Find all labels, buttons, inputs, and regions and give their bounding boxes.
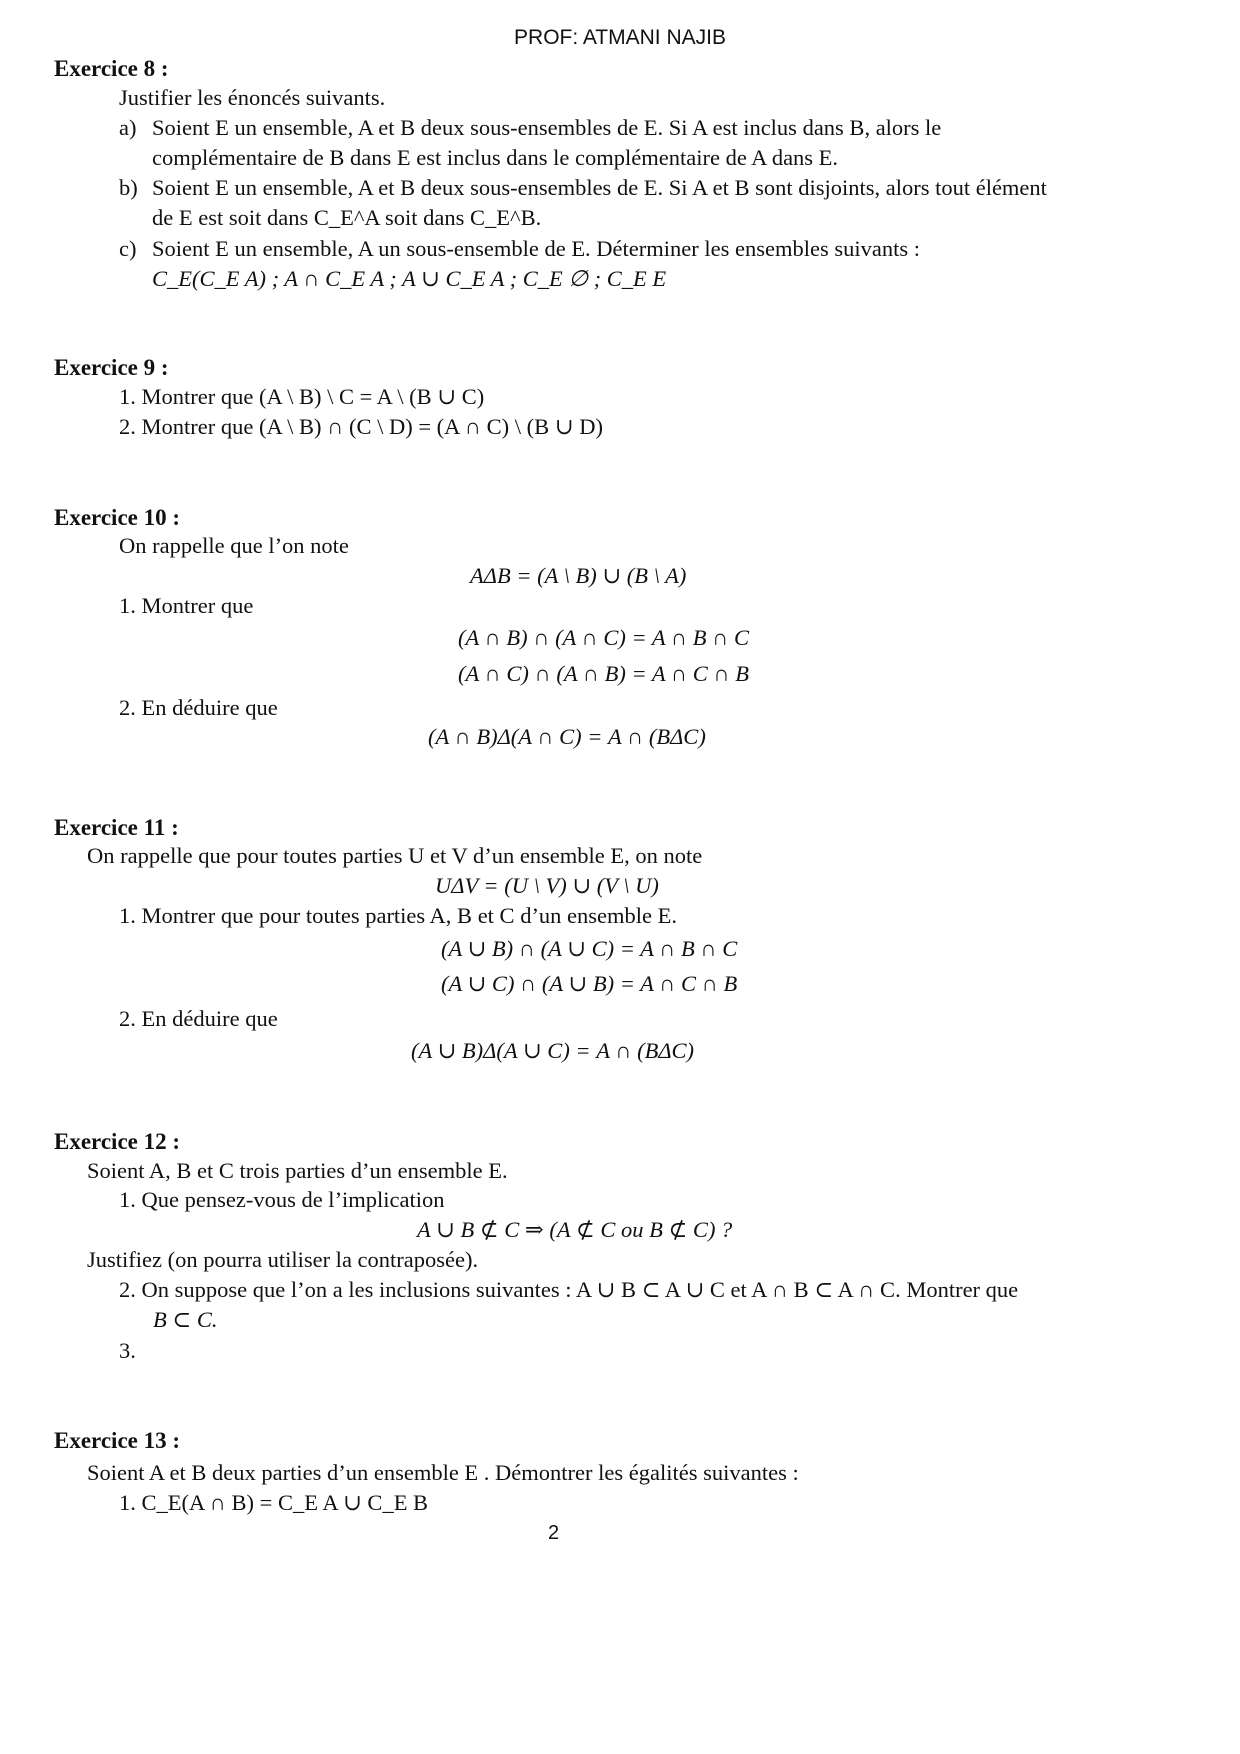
ex11-intro: On rappelle que pour toutes parties U et V d’un ensemble E, on note xyxy=(87,843,703,868)
ex8-c-label: c) xyxy=(119,236,137,261)
ex12-intro: Soient A, B et C trois parties d’un ensemble E. xyxy=(87,1158,508,1183)
ex8-c-line1: Soient E un ensemble, A un sous-ensemble de E. Déterminer les ensembles suivants : xyxy=(152,236,920,261)
ex11-q1: 1. Montrer que pour toutes parties A, B et C d’un ensemble E. xyxy=(119,903,678,928)
ex8-title: Exercice 8 : xyxy=(54,56,169,81)
ex10-q2: 2. En déduire que xyxy=(119,695,278,720)
ex13-title: Exercice 13 : xyxy=(54,1428,181,1453)
ex11-eq3: (A ∪ B)Δ(A ∪ C) = A ∩ (BΔC) xyxy=(411,1038,695,1063)
ex13-intro: Soient A et B deux parties d’un ensemble E . Démontrer les égalités suivantes : xyxy=(87,1460,799,1485)
ex10-eq3: (A ∩ B)Δ(A ∩ C) = A ∩ (BΔC) xyxy=(428,724,706,749)
ex10-intro: On rappelle que l’on note xyxy=(119,533,349,558)
ex9-title: Exercice 9 : xyxy=(54,355,169,380)
ex12-q1: 1. Que pensez-vous de l’implication xyxy=(119,1187,445,1212)
ex9-q1: 1. Montrer que (A \ B) \ C = A \ (B ∪ C) xyxy=(119,384,485,409)
ex11-title: Exercice 11 : xyxy=(54,815,179,840)
page-header: PROF: ATMANI NAJIB xyxy=(514,26,726,49)
ex8-b-label: b) xyxy=(119,175,138,200)
ex11-def: UΔV = (U \ V) ∪ (V \ U) xyxy=(435,873,659,898)
ex10-def: AΔB = (A \ B) ∪ (B \ A) xyxy=(470,563,687,588)
ex8-a-line2: complémentaire de B dans E est inclus dans le complémentaire de A dans E. xyxy=(152,145,839,170)
ex10-q1: 1. Montrer que xyxy=(119,593,254,618)
ex11-q2: 2. En déduire que xyxy=(119,1006,278,1031)
ex10-eq2: (A ∩ C) ∩ (A ∩ B) = A ∩ C ∩ B xyxy=(458,661,750,686)
ex8-a-line1: Soient E un ensemble, A et B deux sous-ensembles de E. Si A est inclus dans B, alors le xyxy=(152,115,942,140)
ex13-q1: 1. C_E(A ∩ B) = C_E A ∪ C_E B xyxy=(119,1490,429,1515)
ex12-q2-line2: B ⊂ C. xyxy=(153,1307,218,1332)
ex10-eq1: (A ∩ B) ∩ (A ∩ C) = A ∩ B ∩ C xyxy=(458,625,750,650)
ex9-q2: 2. Montrer que (A \ B) ∩ (C \ D) = (A ∩ C) \ (B ∪ D) xyxy=(119,414,603,439)
ex12-q2-line1: 2. On suppose que l’on a les inclusions suivantes : A ∪ B ⊂ A ∪ C et A ∩ B ⊂ A ∩ C. Montrer que xyxy=(119,1277,1019,1302)
ex11-eq2: (A ∪ C) ∩ (A ∪ B) = A ∩ C ∩ B xyxy=(441,971,738,996)
ex12-q3: 3. xyxy=(119,1338,136,1363)
ex8-c-line2: C_E(C_E A) ; A ∩ C_E A ; A ∪ C_E A ; C_E ∅ ; C_E E xyxy=(152,266,667,291)
ex12-eq1: A ∪ B ⊄ C ⇒ (A ⊄ C ou B ⊄ C) ? xyxy=(417,1217,733,1242)
ex8-intro: Justifier les énoncés suivants. xyxy=(119,85,386,110)
ex10-title: Exercice 10 : xyxy=(54,505,181,530)
ex8-a-label: a) xyxy=(119,115,137,140)
ex8-b-line1: Soient E un ensemble, A et B deux sous-ensembles de E. Si A et B sont disjoints, alors tout élément xyxy=(152,175,1047,200)
ex12-title: Exercice 12 : xyxy=(54,1129,181,1154)
page-number: 2 xyxy=(548,1522,560,1544)
ex12-justify: Justifiez (on pourra utiliser la contraposée). xyxy=(87,1247,479,1272)
ex8-b-line2: de E est soit dans C_E^A soit dans C_E^B. xyxy=(152,205,542,230)
ex11-eq1: (A ∪ B) ∩ (A ∪ C) = A ∩ B ∩ C xyxy=(441,936,738,961)
